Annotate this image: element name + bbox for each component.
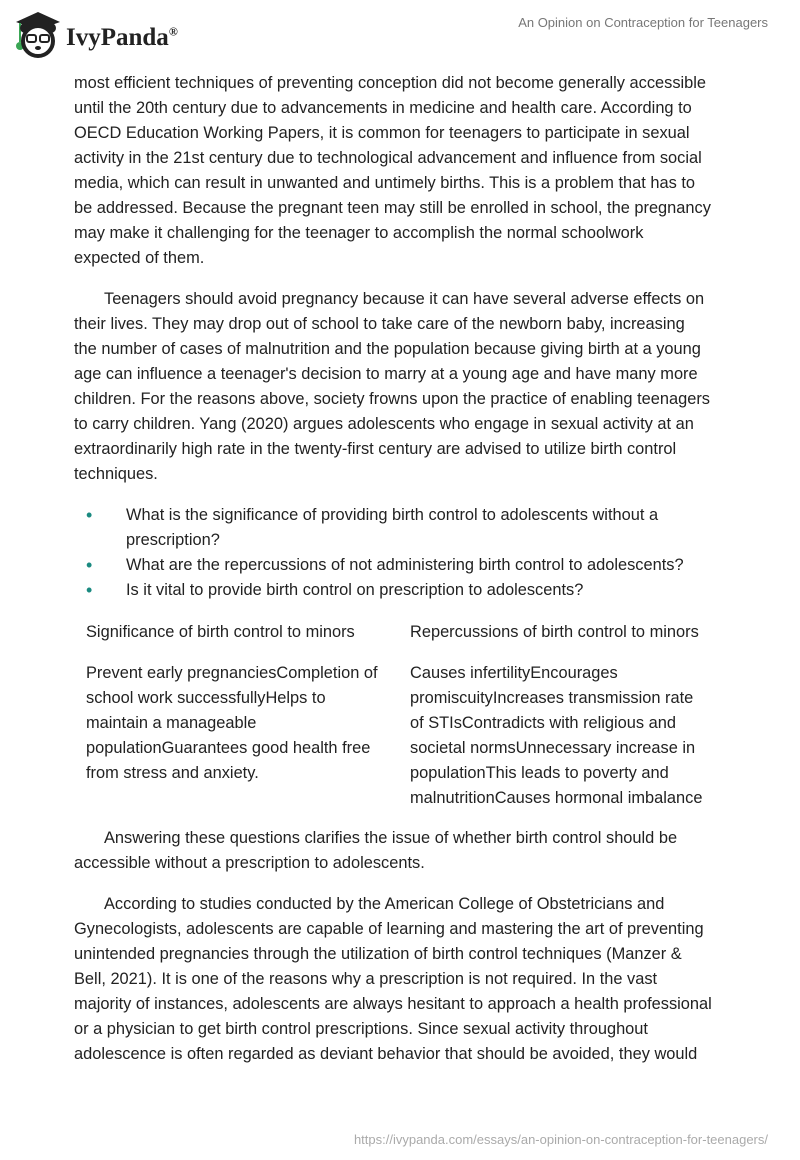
text-line: activity in the 21st century due to technological advancement and influence from social bbox=[74, 149, 702, 167]
table-header: Repercussions of birth control to minors bbox=[410, 623, 699, 641]
text-line: Gynecologists, adolescents are capable of learning and mastering the art of preventing bbox=[74, 920, 704, 938]
text-line: children. For the reasons above, society frowns upon the practice of enabling teenagers bbox=[74, 390, 710, 408]
paragraph-1 bbox=[74, 71, 711, 271]
text-line: be addressed. Because the pregnant teen may still be enrolled in school, the pregnancy bbox=[74, 199, 711, 217]
text-line: prescription? bbox=[126, 531, 220, 549]
bullet-icon: • bbox=[86, 505, 93, 525]
text-line: extraordinarily high rate in the twenty-first century are advised to utilize birth control bbox=[74, 440, 677, 458]
text-line: accessible without a prescription to adolescents. bbox=[74, 854, 425, 872]
text-line: the number of cases of malnutrition and the population because giving birth at a young bbox=[74, 340, 701, 358]
text-line: adolescence is often regarded as deviant behavior that should be avoided, they would bbox=[74, 1045, 698, 1063]
text-line: school work successfullyHelps to bbox=[86, 689, 326, 707]
text-line: Teenagers should avoid pregnancy because it can have several adverse effects on bbox=[104, 290, 705, 308]
text-line: or a physician to get birth control prescriptions. Since sexual activity throughout bbox=[74, 1020, 648, 1038]
table-cell bbox=[410, 661, 734, 811]
bullet-icon: • bbox=[86, 580, 93, 600]
text-line: Bell, 2021). It is one of the reasons why a prescription is not required. In the vast bbox=[74, 970, 658, 988]
text-line: societal normsUnnecessary increase in bbox=[410, 739, 696, 757]
table-column-repercussions bbox=[410, 620, 734, 811]
source-url[interactable]: https://ivypanda.com/essays/an-opinion-on-contraception-for-teenagers/ bbox=[353, 1132, 768, 1147]
text-line: OECD Education Working Papers, it is common for teenagers to participate in sexual bbox=[74, 124, 690, 142]
text-line: malnutritionCauses hormonal imbalance bbox=[410, 789, 703, 807]
text-line: unintended pregnancies through the utilization of birth control techniques (Manzer & bbox=[74, 945, 682, 963]
text-line: IvyPanda bbox=[66, 24, 169, 51]
brand-name bbox=[66, 24, 178, 52]
text-line: ® bbox=[168, 24, 178, 39]
list-item bbox=[74, 503, 684, 553]
text-line: What is the significance of providing birth control to adolescents without a bbox=[126, 506, 659, 524]
panda-logo-icon bbox=[12, 8, 64, 58]
paragraph-4 bbox=[74, 892, 712, 1067]
ivypanda-logo[interactable] bbox=[12, 8, 178, 58]
list-item bbox=[74, 553, 684, 578]
table-column-significance bbox=[86, 620, 410, 811]
bullet-icon: • bbox=[86, 555, 93, 575]
text-line: until the 20th century due to advancements in medicine and health care. According to bbox=[74, 99, 692, 117]
document-title: An Opinion on Contraception for Teenagers bbox=[518, 15, 768, 30]
text-line: majority of instances, adolescents are always hesitant to approach a health professional bbox=[74, 995, 712, 1013]
text-line: their lives. They may drop out of school to take care of the newborn baby, increasing bbox=[74, 315, 685, 333]
text-line: Prevent early pregnanciesCompletion of bbox=[86, 664, 378, 682]
text-line: populationThis leads to poverty and bbox=[410, 764, 669, 782]
text-line: from stress and anxiety. bbox=[86, 764, 259, 782]
text-line: expected of them. bbox=[74, 249, 205, 267]
text-line: Causes infertilityEncourages bbox=[410, 664, 618, 682]
text-line: age can influence a teenager's decision to marry at a young age and have many more bbox=[74, 365, 698, 383]
table-header: Significance of birth control to minors bbox=[86, 623, 355, 641]
comparison-table bbox=[86, 620, 734, 811]
paragraph-2 bbox=[74, 287, 710, 487]
text-line: may make it challenging for the teenager to accomplish the normal schoolwork bbox=[74, 224, 644, 242]
text-line: Answering these questions clarifies the issue of whether birth control should be bbox=[104, 829, 678, 847]
text-line: of STIsContradicts with religious and bbox=[410, 714, 677, 732]
text-line: populationGuarantees good health free bbox=[86, 739, 371, 757]
question-list bbox=[74, 503, 684, 603]
text-line: most efficient techniques of preventing conception did not become generally accessible bbox=[74, 74, 707, 92]
text-line: to carry children. Yang (2020) argues adolescents who engage in sexual activity at an bbox=[74, 415, 694, 433]
text-line: maintain a manageable bbox=[86, 714, 257, 732]
list-item bbox=[74, 578, 684, 603]
text-line: What are the repercussions of not administering birth control to adolescents? bbox=[126, 556, 684, 574]
text-line: Is it vital to provide birth control on prescription to adolescents? bbox=[126, 581, 584, 599]
text-line: techniques. bbox=[74, 465, 158, 483]
text-line: media, which can result in unwanted and untimely births. This is a problem that has to bbox=[74, 174, 696, 192]
text-line: According to studies conducted by the American College of Obstetricians and bbox=[104, 895, 665, 913]
table-cell bbox=[86, 661, 410, 786]
paragraph-3 bbox=[74, 826, 677, 876]
text-line: promiscuityIncreases transmission rate bbox=[410, 689, 694, 707]
